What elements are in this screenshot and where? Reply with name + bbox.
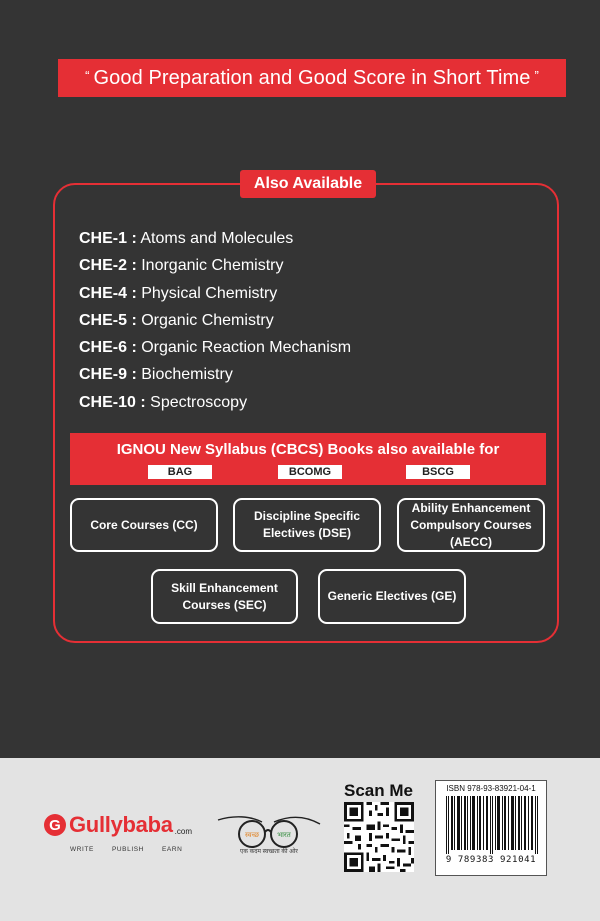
isbn-barcode [435,780,547,876]
tagline-write: WRITE [70,846,94,853]
publisher-tagline [70,846,182,853]
qr-code-icon [344,802,414,872]
course-title: Spectroscopy [150,393,248,411]
course-title: Organic Chemistry [141,311,274,329]
course-code: CHE-9 : [79,366,137,384]
course-code: CHE-6 : [79,339,137,357]
category-sec: Skill Enhancement Courses (SEC) [151,569,298,624]
course-item [79,312,351,339]
ignou-title: IGNOU New Syllabus (CBCS) Books also available for [116,441,500,458]
course-title: Organic Reaction Mechanism [141,339,352,357]
slogan-text: Good Preparation and Good Score in Short Time [93,66,531,89]
scan-me-label: Scan Me [344,781,413,800]
course-item [79,339,351,366]
ean-digits: 9 789383 921041 [445,855,537,865]
bharat-word: भारत [277,831,291,839]
course-list [79,230,351,421]
swachh-word: स्वच्छ [244,831,260,839]
logo-domain: .com [174,826,193,836]
course-item [79,230,351,257]
swachh-slogan: एक कदम स्वच्छता की ओर [240,849,298,855]
course-code: CHE-1 : [79,230,137,247]
logo-g-icon: G [44,814,66,836]
ignou-banner [70,433,546,485]
course-code: CHE-5 : [79,311,137,329]
programme-bag: BAG [148,465,212,479]
logo-wordmark: Gullybaba [69,812,173,837]
programme-bscg: BSCG [406,465,470,479]
isbn-label: ISBN 978-93-83921-04-1 [446,784,536,793]
course-code: CHE-4 : [79,284,137,302]
programme-bcomg: BCOMG [278,465,342,479]
course-item [79,366,351,393]
course-item [79,394,351,421]
course-title: Atoms and Molecules [140,230,294,247]
tagline-publish: PUBLISH [111,846,144,853]
category-core-courses: Core Courses (CC) [70,498,218,552]
category-ge: Generic Electives (GE) [318,569,466,624]
course-title: Inorganic Chemistry [141,257,284,275]
course-code: CHE-10 : [79,393,146,411]
slogan-close-quote: ” [534,67,539,83]
also-available-heading: Also Available [240,170,376,198]
slogan-open-quote: “ [85,67,90,83]
course-title: Physical Chemistry [141,284,278,302]
barcode-icon [444,796,540,854]
category-aecc: Ability Enhancement Compulsory Courses (AECC) [397,498,545,552]
course-title: Biochemistry [141,366,233,384]
gullybaba-logo [44,812,192,838]
category-dse: Discipline Specific Electives (DSE) [233,498,381,552]
course-item [79,285,351,312]
course-item [79,257,351,284]
course-code: CHE-2 : [79,257,137,275]
tagline-earn: EARN [161,846,183,853]
slogan-banner [58,59,566,97]
